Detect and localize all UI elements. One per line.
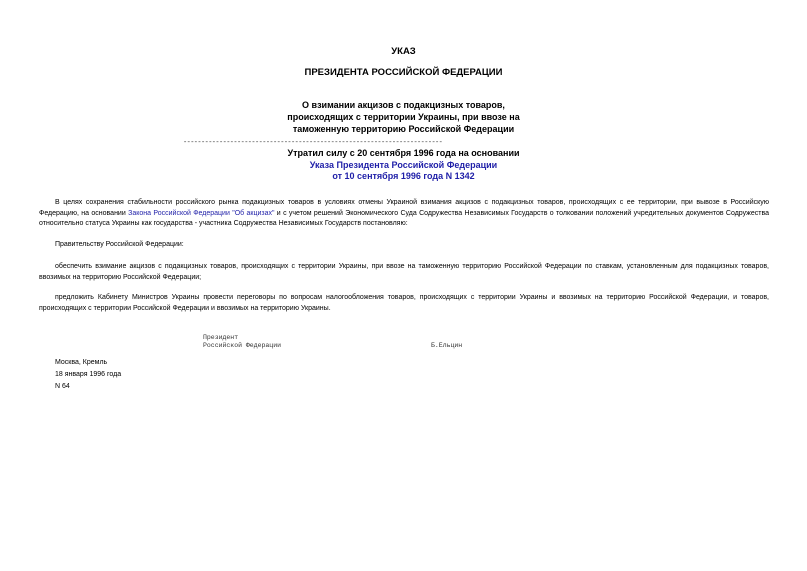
- subject-line: О взимании акцизов с подакцизных товаров,: [302, 100, 505, 110]
- subject-line: таможенную территорию Российской Федерации: [292, 124, 515, 134]
- decree-subject: [0, 99, 807, 135]
- signing-place: Москва, Кремль: [55, 359, 108, 366]
- preamble-text-start: В целях сохранения стабильности российского рынка подакцизных товаров в условиях отмены Украиной взимания акцизов с подакцизных товаров, происходящих с ее территории, при вывозе в Российскую Федерацию, на основании: [39, 199, 769, 217]
- decree-number: N 64: [55, 383, 70, 390]
- signing-date: 18 января 1996 года: [55, 371, 122, 378]
- signature-position-line1: Президент: [203, 334, 239, 341]
- signature-position-line2: Российской Федерации: [203, 342, 282, 349]
- law-link[interactable]: Закона Российской Федерации "Об акцизах": [128, 209, 275, 217]
- status-text: Утратил силу с 20 сентября 1996 года на основании: [287, 148, 520, 158]
- decree-title: УКАЗ: [391, 46, 416, 57]
- paragraph-preamble: [39, 198, 769, 230]
- preamble-text-end: и с учетом решений Экономического Суда Содружества Независимых Государств о толковании положений учредительных документов Содружества относительно статуса Украины как государства - участника Содружества Независимых Государств постановляю:: [39, 209, 769, 227]
- status-note: [0, 148, 807, 183]
- status-link-date[interactable]: от 10 сентября 1996 года N 1342: [332, 171, 475, 181]
- signature-name: Б.Ельцин: [431, 342, 463, 349]
- paragraph-ensure-excise: обеспечить взимание акцизов с подакцизных товаров, происходящих с территории Украины, при ввозе на таможенную территорию Российской Федерации по ставкам, установленным для подакцизных товаров, ввозимых на территорию Российской Федерации;: [39, 263, 769, 281]
- separator-line: ------------------------------------------------------------------------: [183, 139, 443, 147]
- paragraph-negotiations: предложить Кабинету Министров Украины провести переговоры по вопросам налогообложения товаров, происходящих с территории Украины и ввозимых на территорию Российской Федерации, и товаров, происходящих с территории Российской Федерации и ввозимых на территорию Украины.: [39, 294, 769, 312]
- paragraph-government: Правительству Российской Федерации:: [55, 241, 184, 248]
- decree-issuer: ПРЕЗИДЕНТА РОССИЙСКОЙ ФЕДЕРАЦИИ: [304, 67, 503, 78]
- status-link-decree[interactable]: Указа Президента Российской Федерации: [309, 159, 498, 170]
- subject-line: происходящих с территории Украины, при ввозе на: [287, 112, 520, 122]
